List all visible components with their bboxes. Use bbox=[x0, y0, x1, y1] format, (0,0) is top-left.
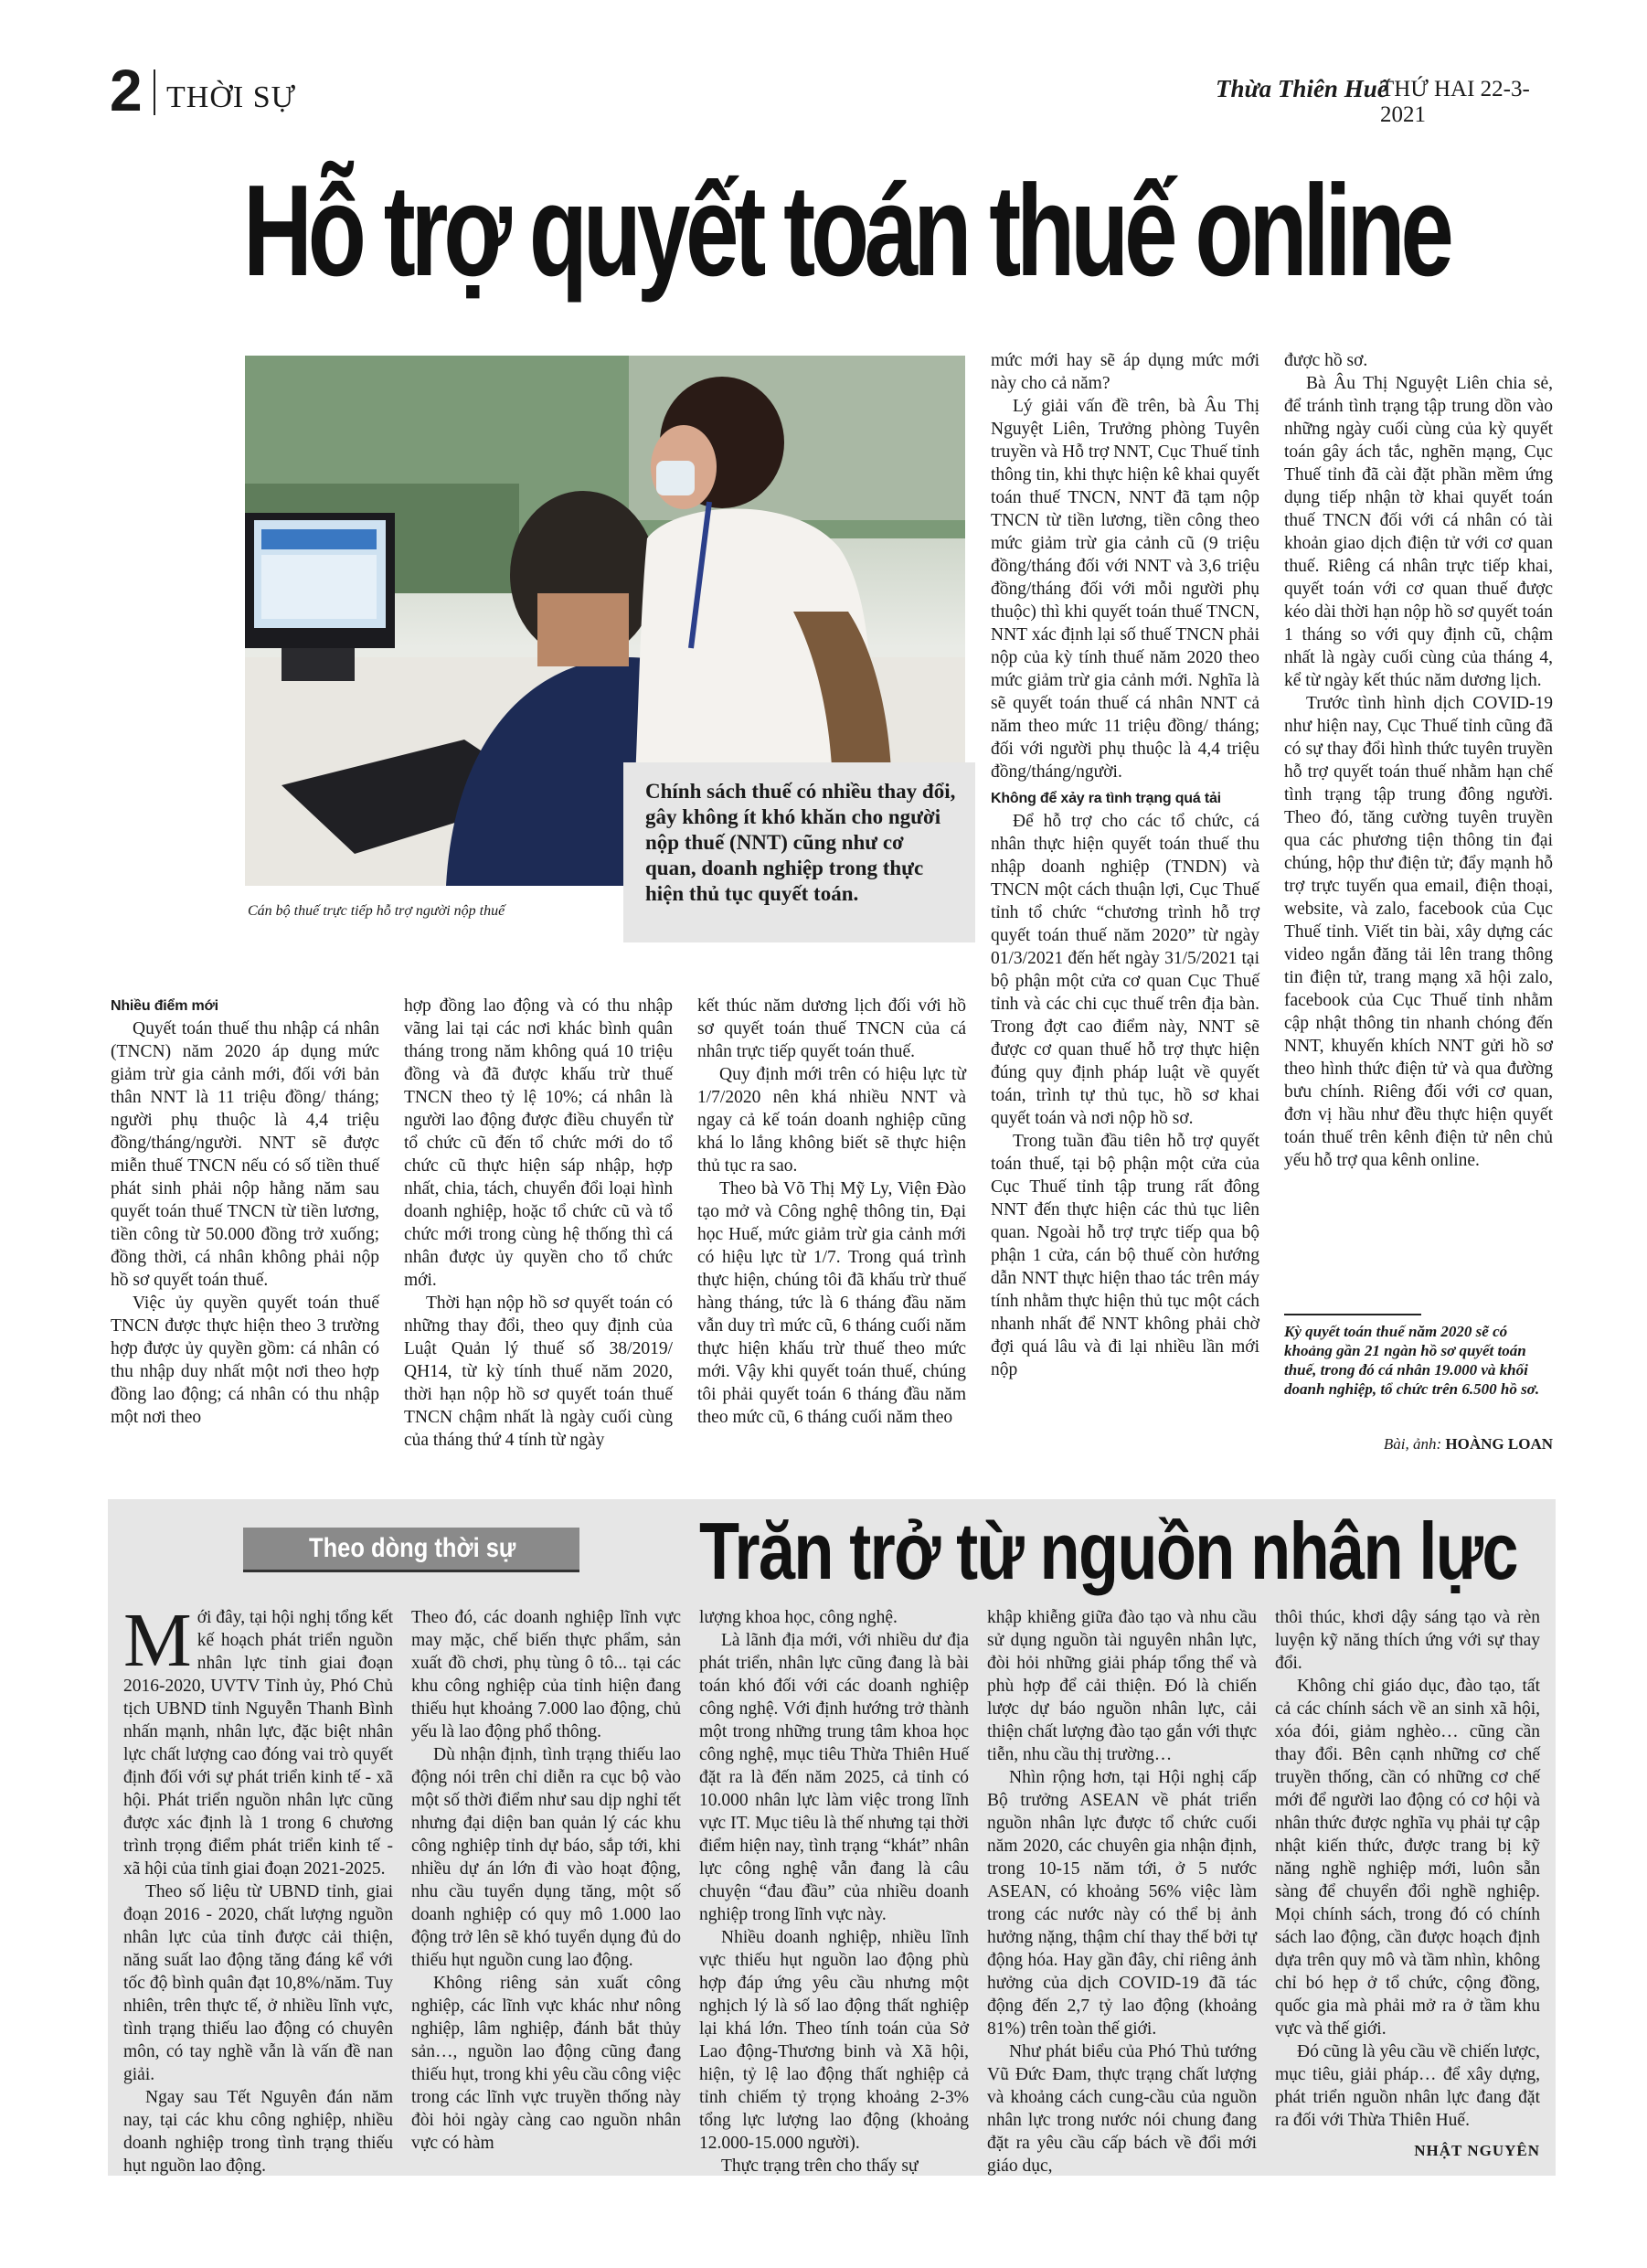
paragraph: Là lãnh địa mới, với nhiều dư địa phát triển, nhân lực cũng đang là bài toán khó đối với các doanh nghiệp công nghệ. Với định hướng trở thành một trong những trung tâm khoa học công nghệ, mục tiêu Thừa Thiên Huế đặt ra là đến năm 2025, cả tỉnh có 10.000 nhân lực làm việc trong lĩnh vực IT. Mục tiêu là thế nhưng tại thời điểm hiện nay, tình trạng “khát” nhân lực công nghệ vẫn đang là câu chuyện “đau đầu” của nhiều doanh nghiệp trong lĩnh vực này. bbox=[699, 1631, 969, 1924]
paragraph: Dù nhận định, tình trạng thiếu lao động nói trên chỉ diễn ra cục bộ vào một số thời điểm như sau dịp nghỉ tết nhưng đại diện ban quản lý các khu công nghiệp tỉnh dự báo, sắp tới, khi nhiều dự án lớn đi vào hoạt động, nhu cầu tuyển dụng tăng, một số doanh nghiệp có quy mô 1.000 lao động trở lên sẽ khó tuyển dụng đủ do thiếu hụt nguồn cung lao động. bbox=[411, 1745, 681, 1970]
byline-author: HOÀNG LOAN bbox=[1445, 1435, 1553, 1453]
paragraph: kết thúc năm dương lịch đối với hồ sơ quyết toán thuế TNCN của cá nhân trực tiếp quyết toán thuế. bbox=[697, 996, 966, 1061]
paragraph: lượng khoa học, công nghệ. bbox=[699, 1608, 898, 1627]
article2-column-1 bbox=[123, 1598, 394, 2177]
article2-title: Trăn trở từ nguồn nhân lực bbox=[699, 1506, 1517, 1596]
subheading: Không để xảy ra tình trạng quá tải bbox=[991, 791, 1221, 806]
paragraph: Như phát biểu của Phó Thủ tướng Vũ Đức Đam, thực trạng chất lượng và khoảng cách cung-cầu của nguồn nhân lực trong nước nói chung đang đặt ra yêu cầu cấp bách về đổi mới giáo dục, bbox=[987, 2042, 1257, 2176]
article2-column-4 bbox=[987, 1606, 1257, 2177]
paragraph: Trong tuần đầu tiên hỗ trợ quyết toán thuế, tại bộ phận một cửa của Cục Thuế tỉnh tập trung rất đông NNT đến thực hiện các thủ tục liên quan. Ngoài hỗ trợ trực tiếp qua bộ phận 1 cửa, cán bộ thuế còn hướng dẫn NNT thực hiện thao tác trên máy tính nhằm thực hiện thủ tục một cách nhanh nhất để NNT không phải chờ đợi quá lâu và đi lại nhiều lần mới nộp bbox=[991, 1132, 1259, 1379]
article1-column-a bbox=[991, 349, 1259, 1381]
byline bbox=[1284, 1435, 1553, 1453]
paragraph: mức mới hay sẽ áp dụng mức mới này cho cả năm? bbox=[991, 351, 1259, 393]
paragraph: Không chỉ giáo dục, đào tạo, tất cả các chính sách về an sinh xã hội, xóa đói, giảm nghèo… cũng cần thay đổi. Bên cạnh những cơ chế truyền thống, cần có những cơ chế mới để người lao động có cơ hội và nhân thức được nghĩa vụ phải tự cập nhật kiến thức, được trang bị kỹ năng nghề nghiệp mới, luôn sẵn sàng để chuyển đổi nghề nghiệp. Mọi chính sách, trong đó có chính sách lao động, cần được hoạch định dựa trên quy mô và tầm nhìn, không chỉ bó hẹp ở tổ chức, cộng đồng, quốc gia mà phải mở ra ở tầm khu vực và thế giới. bbox=[1275, 1677, 1540, 2039]
header-divider bbox=[154, 69, 155, 115]
pull-quote-box bbox=[623, 762, 975, 942]
paragraph: Việc ủy quyền quyết toán thuế TNCN được thực hiện theo 3 trường hợp được ủy quyền gồm: cá nhân có thu nhập duy nhất một nơi theo hợp đồng lao động; cá nhân có thu nhập một nơi theo bbox=[111, 1294, 379, 1427]
paragraph: Lý giải vấn đề trên, bà Âu Thị Nguyệt Liên, Trưởng phòng Tuyên truyền và Hỗ trợ NNT, Cục Thuế tỉnh thông tin, khi thực hiện kê khai quyết toán thuế TNCN, NNT đã tạm nộp TNCN từ tiền lương, tiền công theo mức giảm trừ gia cảnh cũ (9 triệu đồng/tháng đối với NNT và 3,6 triệu đồng/tháng đối với mỗi người phụ thuộc) thì khi quyết toán thuế TNCN, NNT xác định lại số thuế TNCN phải nộp của kỳ tính thuế năm 2020 theo mức giảm trừ gia cảnh mới. Nghĩa là sẽ quyết toán thuế cá nhân NNT cả năm theo mức 11 triệu đồng/ tháng; đối với người phụ thuộc là 4,4 triệu đồng/tháng/người. bbox=[991, 397, 1259, 782]
paragraph: Theo số liệu từ UBND tỉnh, giai đoạn 2016 - 2020, chất lượng nguồn nhân lực của tỉnh được cải thiện, năng suất lao động tăng đáng kể với tốc độ bình quân đạt 10,8%/năm. Tuy nhiên, trên thực tế, ở nhiều lĩnh vực, tình trạng thiếu lao động có chuyên môn, có tay nghề vẫn là vấn đề nan giải. bbox=[123, 1882, 393, 2084]
byline-prefix: Bài, ảnh: bbox=[1383, 1435, 1442, 1453]
paragraph: Bà Âu Thị Nguyệt Liên chia sẻ, để tránh tình trạng tập trung dồn vào những ngày cuối cùng của kỳ quyết toán gây ách tắc, nghẽn mạng, Cục Thuế tỉnh đã cài đặt phần mềm ứng dụng tiếp nhận tờ khai quyết toán thuế TNCN đối với cá nhân có tài khoản giao dịch điện tử với cơ quan thuế. Riêng cá nhân trực tiếp khai, quyết toán với cơ quan thuế được kéo dài thời hạn nộp hồ sơ quyết toán 1 tháng so với quy định cũ, chậm nhất là ngày cuối cùng của tháng 4, kể từ ngày kết thúc năm dương lịch. bbox=[1284, 374, 1553, 690]
paragraph: Quyết toán thuế thu nhập cá nhân (TNCN) năm 2020 áp dụng mức giảm trừ gia cảnh mới, đối với bản thân NNT là 11 triệu đồng/ tháng; người phụ thuộc là 4,4 triệu đồng/tháng/người. NNT sẽ được miễn thuế TNCN nếu có số tiền thuế phát sinh phải nộp hằng năm sau quyết toán thuế TNCN từ tiền lương, tiền công từ 50.000 đồng trở xuống; đồng thời, cá nhân không phải nộp hồ sơ quyết toán thuế. bbox=[111, 1019, 379, 1290]
kicker-text: Theo dòng thời sự bbox=[309, 1533, 516, 1563]
subheading: Nhiều điểm mới bbox=[111, 998, 218, 1014]
paragraph: Theo đó, các doanh nghiệp lĩnh vực may mặc, chế biến thực phẩm, sản xuất đồ chơi, phụ tùng ô tô... tại các khu công nghiệp của tỉnh hiện đang thiếu hụt khoảng 7.000 lao động, chủ yếu là lao động phổ thông. bbox=[411, 1608, 681, 1741]
page-header bbox=[110, 58, 1556, 127]
article2-column-3 bbox=[699, 1606, 969, 2177]
paragraph: Nhiều doanh nghiệp, nhiều lĩnh vực thiếu hụt nguồn lao động phù hợp đáp ứng yêu cầu nhưng một nghịch lý là số lao động thất nghiệp lại khá lớn. Theo tính toán của Sở Lao động-Thương binh và Xã hội, hiện, tỷ lệ lao động thất nghiệp cả tỉnh chiếm tỷ trọng khoảng 2-3% tổng lực lượng lao động (khoảng 12.000-15.000 người). bbox=[699, 1928, 969, 2153]
issue-date: THỨ HAI 22-3-2021 bbox=[1380, 77, 1530, 127]
paragraph: Không riêng sản xuất công nghiệp, các lĩnh vực khác như nông nghiệp, lâm nghiệp, đánh bắt thủy sản…, nguồn lao động cũng đang thiếu hụt, trong khi yêu cầu công việc trong các lĩnh vực truyền thống này đòi hỏi ngày càng cao nguồn nhân vực có hàm bbox=[411, 1974, 681, 2153]
highlight-note: Kỳ quyết toán thuế năm 2020 sẽ có khoảng gần 21 ngàn hồ sơ quyết toán thuế, trong đó cá nhân 19.000 và khối doanh nghiệp, tổ chức trên 6.500 hồ sơ. bbox=[1284, 1323, 1540, 1398]
article1-column-3 bbox=[697, 995, 966, 1429]
paragraph: Thời hạn nộp hồ sơ quyết toán có những thay đổi, theo quy định của Luật Quản lý thuế số 38/2019/ QH14, từ kỳ tính thuế năm 2020, thời hạn nộp hồ sơ quyết toán thuế TNCN chậm nhất là ngày cuối cùng của tháng thứ 4 tính từ ngày bbox=[404, 1294, 673, 1450]
paragraph: Trước tình hình dịch COVID-19 như hiện nay, Cục Thuế tỉnh cũng đã có sự thay đổi hình thức tuyên truyền hỗ trợ quyết toán thuế nhằm hạn chế tình trạng tập trung đông người. Theo đó, tăng cường tuyên truyền qua các phương tiện thông tin đại chúng, hộp thư điện tử; đẩy mạnh hỗ trợ trực tuyến qua email, điện thoại, website, và zalo, facebook của Cục Thuế tỉnh. Viết tin bài, xây dựng các video ngắn đăng tải lên trang thông tin điện tử, trang mạng xã hội zalo, facebook của Cục Thuế tỉnh nhằm cập nhật thông tin nhanh chóng đến NNT, khuyến khích NNT gửi hồ sơ theo hình thức điện tử và qua đường bưu chính. Riêng đối với cơ quan, đơn vị hầu như đều thực hiện quyết toán thuế trên kênh điện tử nên chủ yếu hỗ trợ qua kênh online. bbox=[1284, 694, 1553, 1170]
paragraph: hợp đồng lao động và có thu nhập vãng lai tại các nơi khác bình quân tháng trong năm không quá 10 triệu đồng và đã được khấu trừ thuế TNCN theo tỷ lệ 10%; cá nhân là người lao động được điều chuyển từ tổ chức cũ đến tổ chức mới do tổ chức cũ thực hiện sáp nhập, hợp nhất, chia, tách, chuyển đổi loại hình doanh nghiệp, hoặc tổ chức cũ và tổ chức mới trong cùng hệ thống thì cá nhân được ủy quyền cho tổ chức mới. bbox=[404, 996, 673, 1290]
article1-column-1 bbox=[111, 995, 379, 1429]
article2-column-5 bbox=[1275, 1606, 1540, 2162]
lead-text: ới đây, tại hội nghị tổng kết kế hoạch phát triển nguồn nhân lực tỉnh giai đoạn 2016-2020, UVTV Tỉnh ủy, Phó Chủ tịch UBND tỉnh Nguyễn Thanh Bình nhấn mạnh, nhân lực, đặc biệt nhân lực chất lượng cao đóng vai trò quyết định đối với sự phát triển kinh tế - xã hội. Phát triển nguồn nhân lực cũng được xác định là 1 trong 6 chương trình trọng điểm phát triển kinh tế - xã hội của tỉnh giai đoạn 2021-2025. bbox=[123, 1608, 394, 1879]
article1-column-2 bbox=[404, 995, 673, 1452]
paragraph: khập khiễng giữa đào tạo và nhu cầu sử dụng nguồn tài nguyên nhân lực, đòi hỏi những giải pháp tổng thể và phù hợp để cải thiện. Đó là chiến lược dự báo nguồn nhân lực, cải thiện chất lượng đào tạo gắn với thực tiễn, nhu cầu thị trường… bbox=[987, 1608, 1257, 1764]
paragraph: Nhìn rộng hơn, tại Hội nghị cấp Bộ trưởng ASEAN về phát triển nguồn nhân lực được tổ chức cuối năm 2020, các chuyên gia nhận định, trong 10-15 năm tới, ở 5 nước ASEAN, có khoảng 56% việc làm trong các nước này có thể bị ảnh hưởng nặng, thậm chí thay thế bởi tự động hóa. Hay gần đây, chỉ riêng ảnh hưởng của dịch COVID-19 đã tác động đến 2,7 tỷ lao động (khoảng 81%) trên toàn thế giới. bbox=[987, 1768, 1257, 2039]
note-divider bbox=[1284, 1314, 1421, 1315]
page-number: 2 bbox=[110, 58, 143, 123]
paragraph: Để hỗ trợ cho các tổ chức, cá nhân thực hiện quyết toán thuế thu nhập doanh nghiệp (TNDN) và TNCN một cách thuận lợi, Cục Thuế tỉnh tổ chức “chương trình hỗ trợ quyết toán thuế năm 2020” từ ngày 01/3/2021 đến hết ngày 31/5/2021 tại bộ phận một cửa cơ quan Cục Thuế tỉnh và các chi cục thuế trên địa bàn. Trong đợt cao điểm này, NNT sẽ được cơ quan thuế hỗ trợ thực hiện đúng quy định pháp luật về quyết toán, trình tự thủ tục, hồ sơ khai quyết toán và nơi nộp hồ sơ. bbox=[991, 812, 1259, 1128]
paragraph: Thực trạng trên cho thấy sự bbox=[721, 2156, 919, 2176]
paragraph: được hồ sơ. bbox=[1284, 351, 1368, 370]
photo-caption: Cán bộ thuế trực tiếp hỗ trợ người nộp thuế bbox=[248, 903, 505, 919]
section-label: THỜI SỰ bbox=[166, 80, 296, 114]
publication-name: Thừa Thiên Huế bbox=[1216, 75, 1388, 102]
drop-cap: M bbox=[123, 1598, 192, 1683]
paragraph: Theo bà Võ Thị Mỹ Ly, Viện Đào tạo mở và Công nghệ thông tin, Đại học Huế, mức giảm trừ gia cảnh mới có hiệu lực từ 1/7. Trong quá trình thực hiện, chúng tôi đã khấu trừ thuế hàng tháng, tức là 6 tháng đầu năm vẫn duy trì mức cũ, 6 tháng cuối năm thực hiện khấu trừ thuế theo mức mới. Vậy khi quyết toán thuế, chúng tôi phải quyết toán 6 tháng đầu năm theo mức cũ, 6 tháng cuối năm theo bbox=[697, 1179, 966, 1427]
article-title: Hỗ trợ quyết toán thuế online bbox=[243, 158, 1450, 303]
paragraph: thôi thúc, khơi dậy sáng tạo và rèn luyện kỹ năng thích ứng với sự thay đổi. bbox=[1275, 1608, 1540, 1673]
paragraph bbox=[123, 1598, 394, 1880]
article2-column-2 bbox=[411, 1606, 681, 2155]
paragraph: Ngay sau Tết Nguyên đán năm nay, tại các khu công nghiệp, nhiều doanh nghiệp trong tình trạng thiếu hụt nguồn lao động. bbox=[123, 2088, 393, 2176]
byline: NHẬT NGUYÊN bbox=[1414, 2142, 1540, 2159]
pull-quote: Chính sách thuế có nhiều thay đổi, gây không ít khó khăn cho người nộp thuế (NNT) cũng như cơ quan, doanh nghiệp trong thực hiện thủ tục quyết toán. bbox=[645, 780, 956, 905]
paragraph: Quy định mới trên có hiệu lực từ 1/7/2020 nên khá nhiều NNT và ngay cả kế toán doanh nghiệp cũng khá lo lắng không biết sẽ thực hiện thủ tục ra sao. bbox=[697, 1065, 966, 1176]
paragraph: Đó cũng là yêu cầu về chiến lược, mục tiêu, giải pháp… để xây dựng, phát triển nguồn nhân lực đang đặt ra đối với Thừa Thiên Huế. bbox=[1275, 2042, 1540, 2130]
article1-column-b bbox=[1284, 349, 1553, 1172]
kicker-label bbox=[243, 1528, 579, 1572]
